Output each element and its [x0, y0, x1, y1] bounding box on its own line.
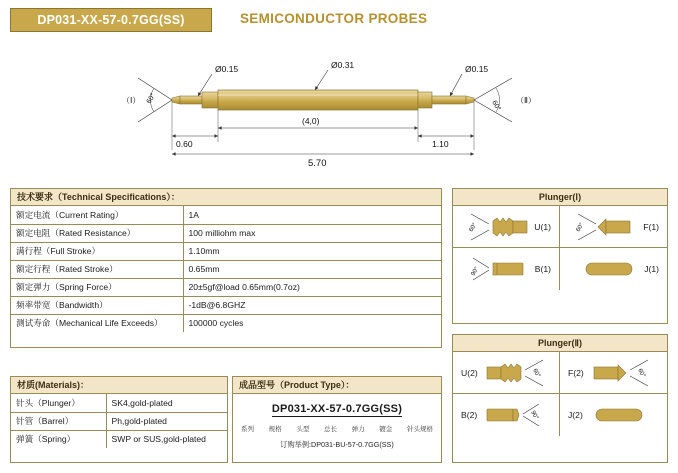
legend-force: 弹力	[351, 426, 365, 433]
svg-text:（Ⅰ）: （Ⅰ）	[122, 96, 141, 105]
legend-tipspec: 针头规格	[406, 426, 433, 433]
material-value: SK4,gold-plated	[106, 394, 227, 412]
code-part-length: -	[341, 403, 346, 415]
svg-text:90°: 90°	[529, 410, 540, 421]
svg-text:60°: 60°	[145, 92, 158, 105]
plunger-option-j2	[560, 394, 667, 436]
code-part-force: 0.7	[345, 403, 362, 415]
product-type-code	[233, 403, 441, 415]
spec-value: 1A	[183, 206, 441, 224]
table-row	[11, 206, 441, 224]
legend-length: 总长	[323, 426, 337, 433]
plunger-option-f1	[560, 206, 667, 248]
page-title: SEMICONDUCTOR PROBES	[240, 11, 428, 26]
plunger-option-b2	[453, 394, 560, 436]
table-row	[11, 314, 441, 332]
code-part-tipspec: (SS)	[379, 403, 403, 415]
plunger-2-header: Plunger(Ⅱ)	[453, 335, 667, 352]
crown-u-icon	[459, 210, 569, 244]
bevel-b-icon	[459, 252, 569, 286]
product-type-body	[233, 394, 441, 464]
svg-text:Ø0.15: Ø0.15	[465, 64, 489, 74]
material-value: Ph,gold-plated	[106, 412, 227, 430]
probe-drawing-svg	[120, 50, 560, 170]
svg-text:60°: 60°	[575, 222, 586, 233]
part-number-text: DP031-XX-57-0.7GG(SS)	[37, 13, 185, 27]
probe-drawing	[120, 50, 560, 170]
plunger-1-panel	[452, 188, 668, 324]
table-row	[11, 260, 441, 278]
product-type-panel	[232, 376, 442, 463]
svg-text:60°: 60°	[531, 368, 542, 379]
materials-panel	[10, 376, 228, 463]
plunger-2-panel	[452, 334, 668, 463]
materials-header: 材质(Materials)：	[11, 377, 227, 394]
legend-plating: 镀金	[379, 426, 393, 433]
code-part-plating: GG	[361, 403, 380, 415]
table-row	[11, 278, 441, 296]
technical-specifications-header: 技术要求（Technical Specifications）：	[11, 189, 441, 206]
product-type-legend	[241, 424, 433, 433]
product-type-example: 订购举例:DP031-BU-57-0.7GG(SS)	[280, 440, 394, 449]
material-key: 针头（Plunger）	[11, 394, 106, 412]
spec-value: 100 milliohm max	[183, 224, 441, 242]
svg-text:0.60: 0.60	[176, 139, 193, 149]
product-type-header: 成品型号（Product Type）：	[233, 377, 441, 394]
round-j-icon	[592, 398, 678, 432]
spec-key: 测试寿命（Mechanical Life Exceeds）	[11, 314, 183, 332]
table-row	[11, 242, 441, 260]
spec-key: 频率带宽（Bandwidth）	[11, 296, 183, 314]
spec-value: 0.65mm	[183, 260, 441, 278]
plunger-option-label: F(2)	[568, 367, 584, 378]
table-row	[11, 224, 441, 242]
svg-text:1.10: 1.10	[432, 139, 449, 149]
spec-value: -1dB@6.8GHZ	[183, 296, 441, 314]
part-number-badge	[10, 8, 212, 32]
code-part-spec: -XX-	[306, 403, 330, 415]
table-row	[11, 430, 227, 448]
plunger-option-label: U(2)	[461, 367, 478, 378]
material-value: SWP or SUS,gold-plated	[106, 430, 227, 448]
round-j-icon	[566, 252, 676, 286]
spec-key: 额定电流（Current Rating）	[11, 206, 183, 224]
plunger-option-u2	[453, 352, 560, 394]
spec-value: 100000 cycles	[183, 314, 441, 332]
svg-text:90°: 90°	[470, 266, 481, 277]
svg-text:Ø0.31: Ø0.31	[331, 60, 355, 70]
spec-key: 额定弹力（Spring Force）	[11, 278, 183, 296]
plunger-option-label: J(2)	[568, 410, 583, 420]
material-key: 弹簧（Spring）	[11, 430, 106, 448]
technical-specifications-table	[11, 206, 441, 332]
material-key: 针管（Barrel）	[11, 412, 106, 430]
plunger-option-j1	[560, 248, 667, 290]
technical-specifications-panel	[10, 188, 442, 348]
svg-text:60°: 60°	[468, 222, 479, 233]
plunger-option-label: B(1)	[534, 264, 551, 274]
svg-text:60°: 60°	[490, 99, 502, 113]
plunger-1-header: Plunger(Ⅰ)	[453, 189, 667, 206]
plunger-2-grid	[453, 352, 667, 436]
svg-text:Ø0.15: Ø0.15	[215, 64, 239, 74]
spec-key: 额定行程（Rated Stroke）	[11, 260, 183, 278]
spec-key: 满行程（Full Stroke）	[11, 242, 183, 260]
plunger-option-b1	[453, 248, 560, 290]
table-row	[11, 394, 227, 412]
plunger-option-label: F(1)	[643, 221, 659, 232]
legend-series: 系列	[241, 426, 254, 433]
table-row	[11, 412, 227, 430]
plunger-option-f2	[560, 352, 667, 394]
spec-key: 额定电阻（Rated Resistance）	[11, 224, 183, 242]
svg-text:60°: 60°	[636, 368, 647, 379]
spec-value: 1.10mm	[183, 242, 441, 260]
svg-text:(4,0): (4,0)	[302, 116, 320, 126]
spec-value: 20±5gf@load 0.65mm(0.7oz)	[183, 278, 441, 296]
code-part-series: DP031	[271, 403, 307, 415]
materials-table	[11, 394, 227, 448]
legend-tip: 头型	[296, 426, 310, 433]
svg-text:5.70: 5.70	[308, 158, 327, 169]
table-row	[11, 296, 441, 314]
plunger-option-label: U(1)	[534, 221, 551, 232]
spear-f-icon	[566, 210, 676, 244]
plunger-1-grid	[453, 206, 667, 290]
svg-text:（Ⅱ）: （Ⅱ）	[516, 96, 536, 105]
legend-spec: 规格	[268, 426, 282, 433]
plunger-option-label: B(2)	[461, 410, 478, 420]
plunger-option-u1	[453, 206, 560, 248]
spear-f-icon	[592, 356, 678, 390]
plunger-option-label: J(1)	[644, 264, 659, 274]
code-part-tip: 57	[329, 403, 342, 415]
